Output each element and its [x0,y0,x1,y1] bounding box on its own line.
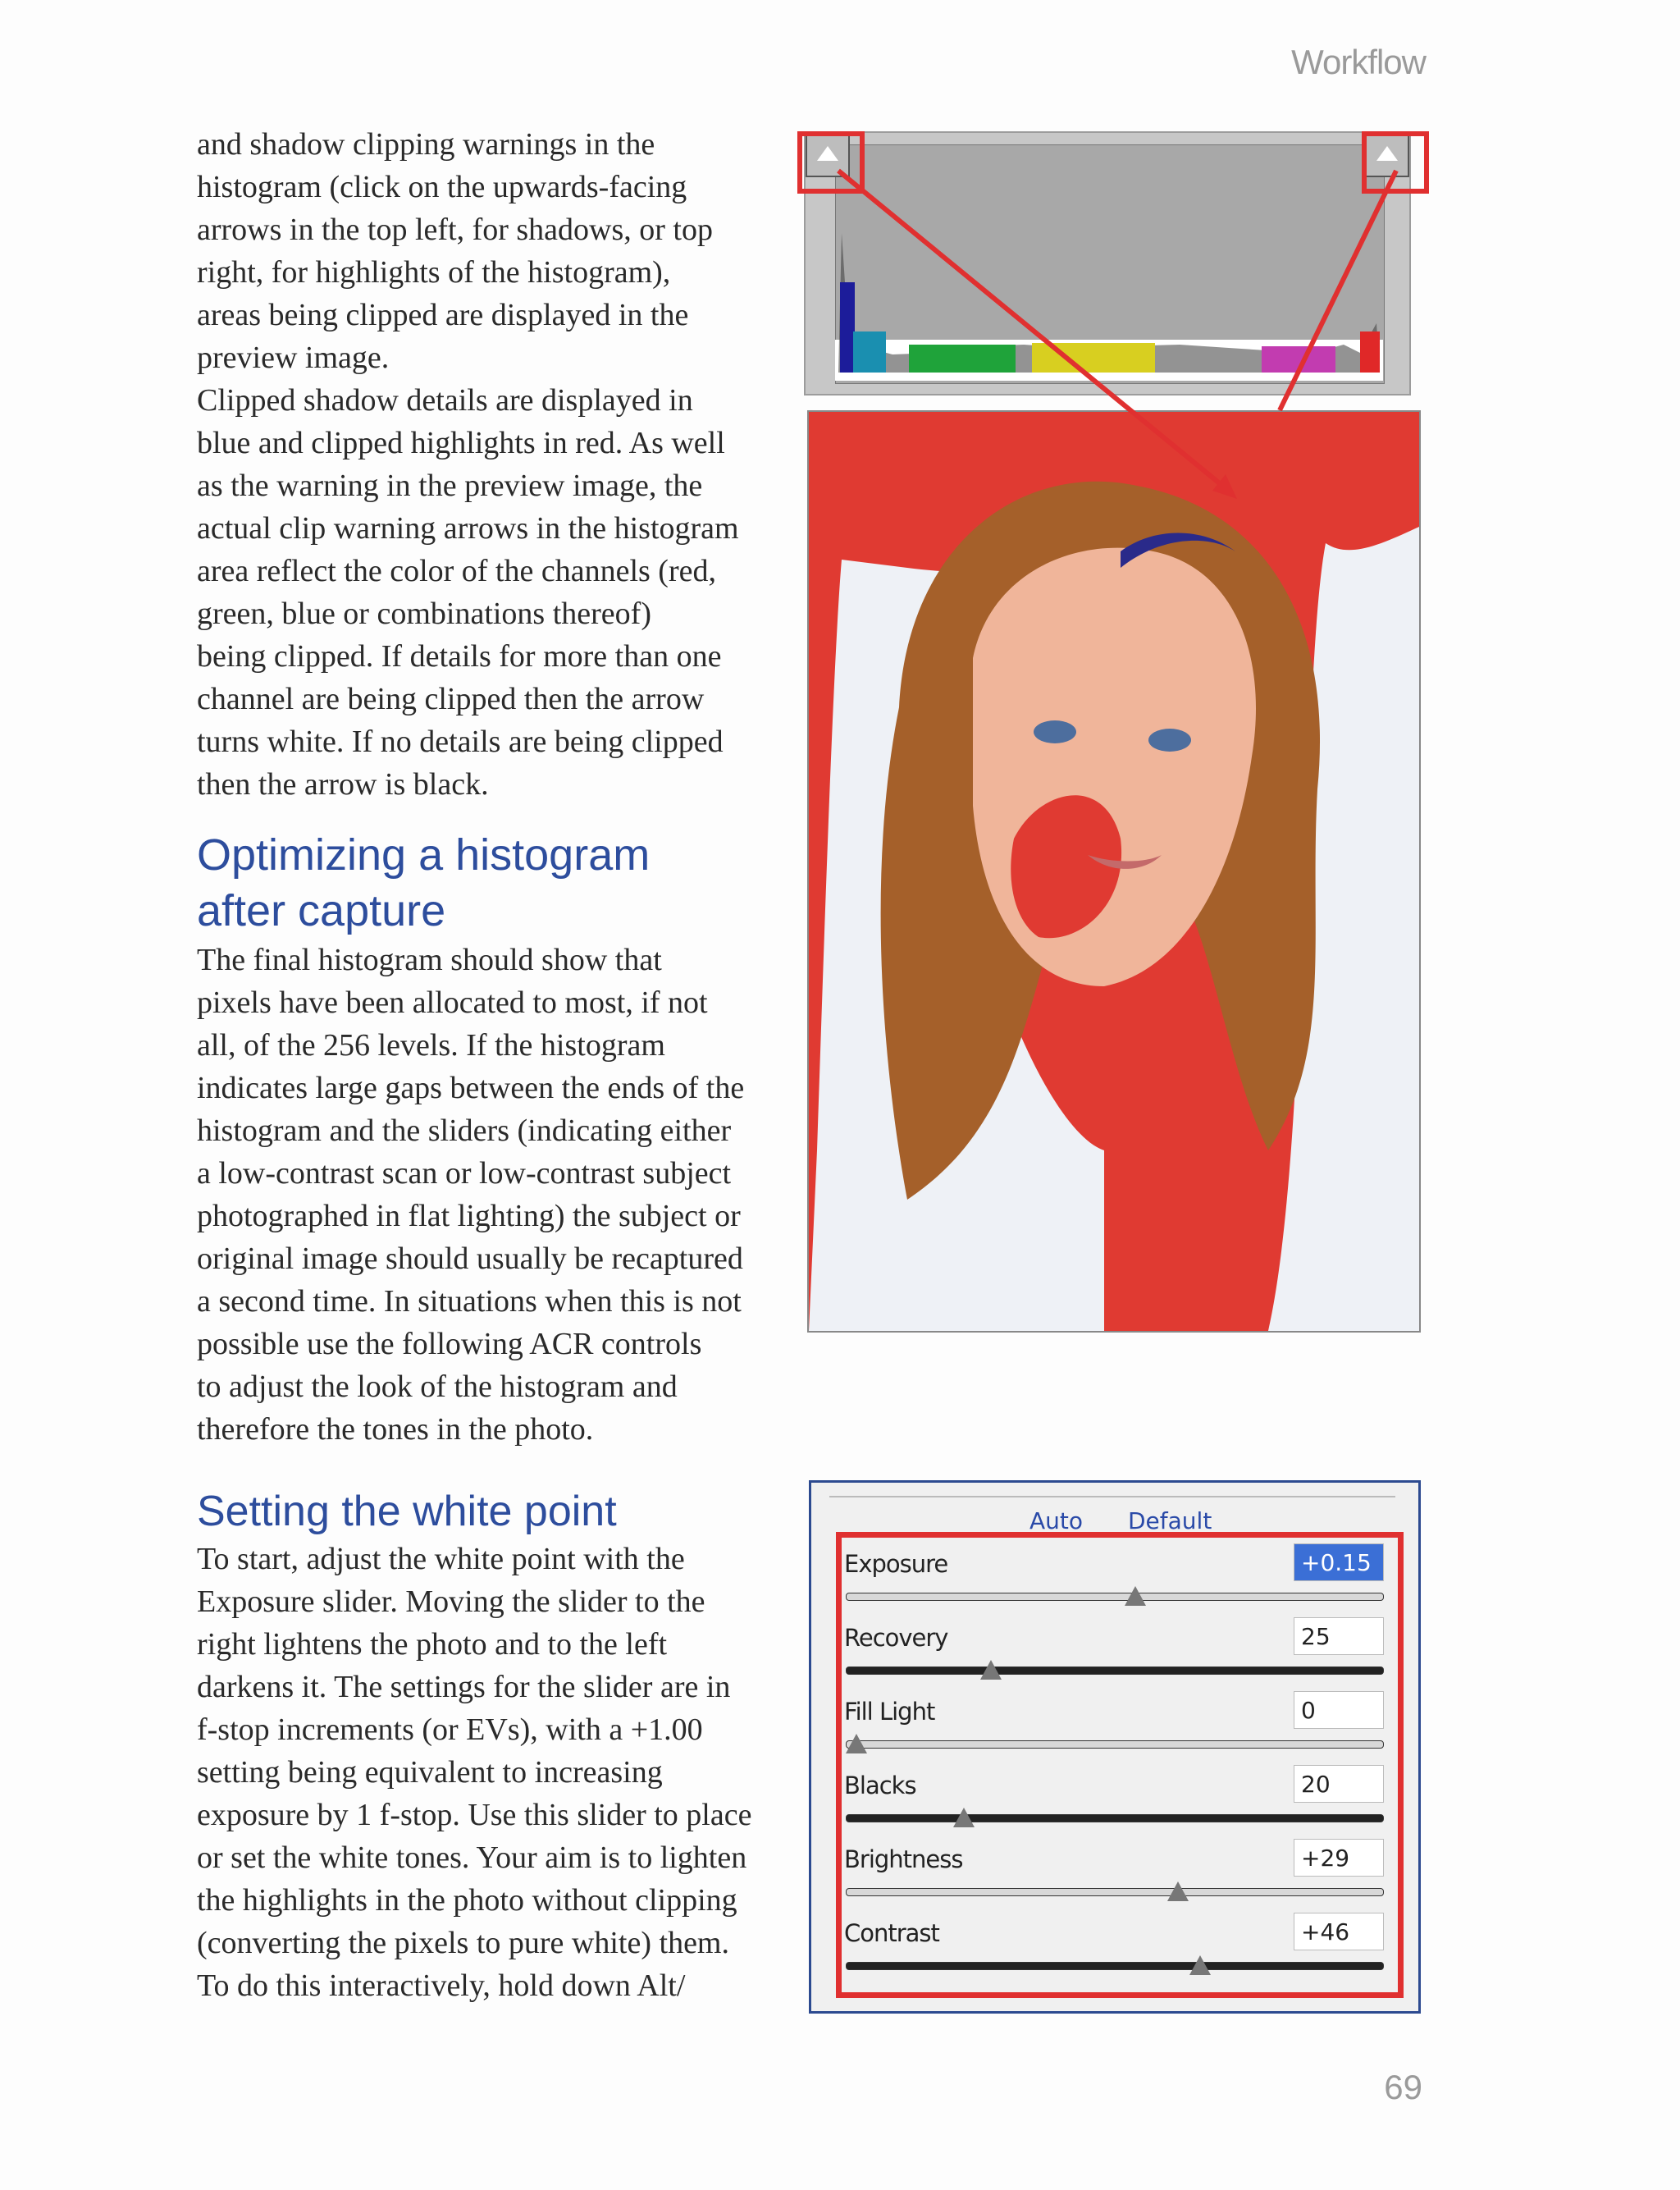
auto-button[interactable]: Auto [1029,1507,1084,1534]
contrast-slider-row [844,1913,1395,1987]
panel-divider [829,1496,1395,1497]
brightness-slider-row [844,1839,1395,1913]
default-button[interactable]: Default [1128,1507,1212,1534]
fill-light-slider-track[interactable] [846,1740,1384,1749]
paragraph-clipping-warnings: and shadow clipping warnings in the histogram (click on the upwards-facing arrows in the top left, for shadows, or top right, for highlights of the histogram), areas being clipped are displayed in the preview image. [197,127,713,375]
brightness-label: Brightness [844,1845,963,1873]
recovery-value-field[interactable]: 25 [1294,1617,1384,1655]
exposure-value-field[interactable]: +0.15 [1294,1543,1384,1581]
recovery-slider-thumb[interactable] [980,1660,1002,1680]
blacks-value-field[interactable]: 20 [1294,1765,1384,1803]
heading-optimizing-histogram: Optimizing a histogram after capture [197,830,651,935]
exposure-slider-track[interactable] [846,1593,1384,1601]
blacks-slider-row [844,1765,1395,1839]
brightness-slider-thumb[interactable] [1167,1881,1189,1901]
fill-light-slider-row [844,1691,1395,1765]
fill-light-slider-thumb[interactable] [846,1734,867,1753]
histogram-panel [804,131,1411,395]
text-column [197,123,771,2007]
histogram-graph [835,184,1383,381]
brightness-slider-track[interactable] [846,1888,1384,1896]
page-number: 69 [1384,2068,1422,2106]
highlight-button-callout [1362,131,1429,194]
fill-light-value-field[interactable]: 0 [1294,1691,1384,1729]
paragraph-clipped-details: Clipped shadow details are displayed in blue and clipped highlights in red. As well as the warning in the preview image, the actual clip warning arrows in the histogram area reflect the color of the channels (red, green, blue or combinations thereof) being clipped. If details for more than one channel are being clipped then the arrow turns white. If no details are being clipped then the arrow is black. [197,383,739,802]
exposure-label: Exposure [844,1550,948,1578]
recovery-label: Recovery [844,1624,948,1652]
portrait-illustration [809,412,1419,1331]
preview-image [807,410,1421,1333]
shadow-button-callout [797,131,865,194]
acr-basic-panel [809,1480,1421,2014]
contrast-label: Contrast [844,1919,939,1947]
blacks-label: Blacks [844,1772,916,1799]
fill-light-label: Fill Light [844,1698,935,1726]
blacks-slider-track[interactable] [846,1814,1384,1822]
brightness-value-field[interactable]: +29 [1294,1839,1384,1877]
running-head: Workflow [1291,43,1426,81]
exposure-slider-row [844,1543,1395,1617]
exposure-slider-thumb[interactable] [1125,1586,1146,1606]
contrast-slider-track[interactable] [846,1962,1384,1970]
heading-white-point: Setting the white point [197,1488,617,1535]
blacks-slider-thumb[interactable] [953,1808,975,1827]
paragraph-final-histogram: The final histogram should show that pixels have been allocated to most, if not all, of the 256 levels. If the histogram indicates large gaps between the ends of the histogram and the sliders (indicating either a low-contrast scan or low-contrast subject photographed in flat lighting) the subject or original image should usually be recaptured a second time. In situations when this is not possible use the following ACR controls to adjust the look of the histogram and therefore the tones in the photo. [197,943,745,1447]
contrast-value-field[interactable]: +46 [1294,1913,1384,1950]
recovery-slider-row [844,1617,1395,1691]
contrast-slider-thumb[interactable] [1189,1955,1211,1975]
paragraph-white-point: To start, adjust the white point with the Exposure slider. Moving the slider to the right lightens the photo and to the left darkens it. The settings for the slider are in f-stop increments (or EVs), with a +1.00 setting being equivalent to increasing exposure by 1 f-stop. Use this slider to place or set the white tones. Your aim is to lighten the highlights in the photo without clipping (converting the pixels to pure white) them. To do this interactively, hold down Alt/ [197,1542,752,2003]
recovery-slider-track[interactable] [846,1667,1384,1675]
